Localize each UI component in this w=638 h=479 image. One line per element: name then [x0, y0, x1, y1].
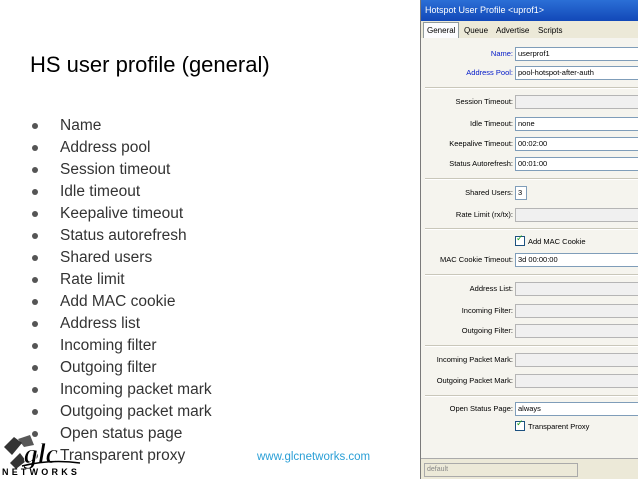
open-status-page-select[interactable]: always — [515, 402, 638, 416]
tab-advertise[interactable]: Advertise — [496, 26, 530, 35]
list-item-label: Idle timeout — [60, 183, 141, 200]
list-item — [30, 313, 212, 335]
transparent-proxy-label: Transparent Proxy — [528, 421, 590, 431]
status-bar — [421, 458, 638, 479]
session-timeout-row — [421, 95, 638, 109]
tab-queue[interactable]: Queue — [464, 26, 489, 35]
list-item-label: Address pool — [60, 139, 151, 156]
list-item — [30, 137, 212, 159]
transparent-proxy-checkbox[interactable] — [515, 421, 525, 431]
logo-wordmark: NETWORKS — [2, 467, 81, 477]
list-item — [30, 291, 212, 313]
list-item-label: Session timeout — [60, 161, 171, 178]
list-item-label: Outgoing filter — [60, 359, 157, 376]
hotspot-user-profile-window — [420, 0, 638, 479]
separator — [425, 178, 638, 180]
list-item-label: Rate limit — [60, 271, 125, 288]
address-list-field[interactable] — [515, 282, 638, 296]
website-link[interactable]: www.glcnetworks.com — [257, 451, 371, 463]
list-item — [30, 335, 212, 357]
bullet-icon — [32, 365, 38, 371]
address-list-label: Address List: — [469, 284, 513, 293]
tab-general[interactable]: General — [423, 22, 459, 39]
incoming-packet-mark-field[interactable] — [515, 353, 638, 367]
list-item — [30, 401, 212, 423]
list-item — [30, 225, 212, 247]
list-item-label: Shared users — [60, 249, 153, 266]
list-item-label: Address list — [60, 315, 141, 332]
rate-limit-label: Rate Limit (rx/tx): — [455, 210, 513, 219]
list-item-label: Add MAC cookie — [60, 293, 176, 310]
list-item-label: Keepalive timeout — [60, 205, 184, 222]
bullet-icon — [32, 189, 38, 195]
status-autorefresh-field[interactable]: 00:01:00 — [515, 157, 638, 171]
window-title: Hotspot User Profile <uprof1> — [421, 0, 638, 21]
list-item — [30, 247, 212, 269]
incoming-packet-mark-label: Incoming Packet Mark: — [436, 355, 513, 364]
list-item-label: Outgoing packet mark — [60, 403, 212, 420]
idle-timeout-label: Idle Timeout: — [470, 119, 513, 128]
bullet-icon — [32, 277, 38, 283]
bullet-icon — [32, 321, 38, 327]
mac-cookie-timeout-label: MAC Cookie Timeout: — [440, 255, 513, 264]
bullet-icon — [32, 343, 38, 349]
keepalive-timeout-field[interactable]: 00:02:00 — [515, 137, 638, 151]
rate-limit-field[interactable] — [515, 208, 638, 222]
transparent-proxy-checkbox-row[interactable] — [515, 420, 589, 432]
status-text: default — [424, 463, 578, 477]
separator — [425, 228, 638, 230]
status-autorefresh-label: Status Autorefresh: — [449, 159, 513, 168]
separator — [425, 87, 638, 89]
bullet-icon — [32, 167, 38, 173]
shared-users-row — [421, 186, 638, 200]
list-item-label: Incoming packet mark — [60, 381, 212, 398]
bullet-icon — [32, 233, 38, 239]
list-item — [30, 159, 212, 181]
open-status-page-label: Open Status Page: — [449, 404, 513, 413]
separator — [425, 395, 638, 397]
list-item-label: Incoming filter — [60, 337, 157, 354]
list-item-label: Transparent proxy — [60, 447, 186, 464]
name-row — [421, 47, 638, 61]
separator — [425, 274, 638, 276]
shared-users-label: Shared Users: — [465, 188, 513, 197]
outgoing-packet-mark-field[interactable] — [515, 374, 638, 388]
outgoing-packet-mark-label: Outgoing Packet Mark: — [436, 376, 513, 385]
address-pool-row — [421, 66, 638, 80]
slide-title: HS user profile (general) — [30, 52, 270, 77]
separator — [425, 345, 638, 347]
tab-scripts[interactable]: Scripts — [538, 26, 563, 35]
idle-timeout-field[interactable]: none — [515, 117, 638, 131]
tab-bar — [421, 21, 638, 39]
session-timeout-label: Session Timeout: — [455, 97, 513, 106]
outgoing-filter-row — [421, 324, 638, 338]
bullet-icon — [32, 299, 38, 305]
rate-limit-row — [421, 208, 638, 222]
address-list-row — [421, 282, 638, 296]
bullet-icon — [32, 255, 38, 261]
incoming-filter-label: Incoming Filter: — [461, 306, 513, 315]
outgoing-packet-mark-row — [421, 374, 638, 388]
open-status-page-row — [421, 402, 638, 416]
incoming-filter-field[interactable] — [515, 304, 638, 318]
address-pool-field[interactable]: pool-hotspot-after-auth — [515, 66, 638, 80]
bullet-icon — [32, 211, 38, 217]
bullet-icon — [32, 123, 38, 129]
list-item — [30, 379, 212, 401]
status-autorefresh-row — [421, 157, 638, 171]
outgoing-filter-field[interactable] — [515, 324, 638, 338]
name-label: Name: — [490, 49, 513, 58]
list-item-label: Name — [60, 117, 102, 134]
name-field[interactable]: userprof1 — [515, 47, 638, 61]
add-mac-cookie-checkbox[interactable] — [515, 236, 525, 246]
keepalive-timeout-row — [421, 137, 638, 151]
list-item — [30, 203, 212, 225]
incoming-packet-mark-row — [421, 353, 638, 367]
incoming-filter-row — [421, 304, 638, 318]
bullet-icon — [32, 409, 38, 415]
session-timeout-field[interactable] — [515, 95, 638, 109]
keepalive-timeout-label: Keepalive Timeout: — [449, 139, 513, 148]
shared-users-field[interactable]: 3 — [515, 186, 527, 200]
bullet-list — [30, 115, 212, 467]
bullet-icon — [32, 387, 38, 393]
svg-text:glc: glc — [24, 439, 59, 470]
list-item-label: Open status page — [60, 425, 183, 442]
list-item — [30, 181, 212, 203]
list-item — [30, 115, 212, 137]
outgoing-filter-label: Outgoing Filter: — [461, 326, 513, 335]
add-mac-cookie-label: Add MAC Cookie — [528, 236, 586, 246]
list-item — [30, 357, 212, 379]
list-item — [30, 269, 212, 291]
address-pool-label: Address Pool: — [466, 68, 513, 77]
idle-timeout-row — [421, 117, 638, 131]
bullet-icon — [32, 145, 38, 151]
mac-cookie-timeout-field[interactable]: 3d 00:00:00 — [515, 253, 638, 267]
add-mac-cookie-checkbox-row[interactable] — [515, 235, 586, 247]
mac-cookie-timeout-row — [421, 253, 638, 267]
list-item-label: Status autorefresh — [60, 227, 187, 244]
